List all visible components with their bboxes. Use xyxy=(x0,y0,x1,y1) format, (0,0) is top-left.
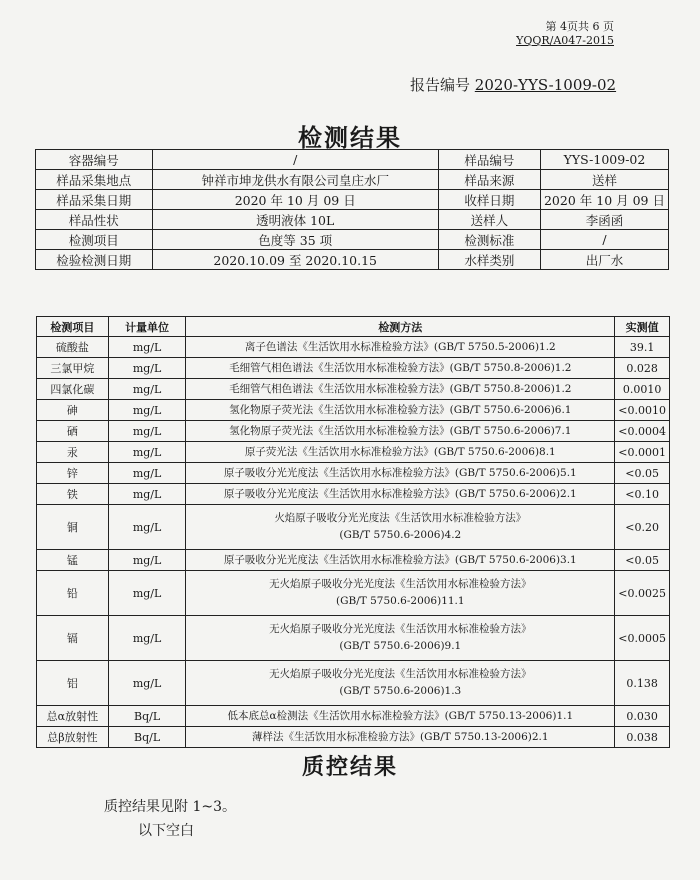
unit-cell: mg/L xyxy=(108,484,186,505)
table-row xyxy=(37,337,670,358)
method-cell: 原子荧光法《生活饮用水标准检验方法》(GB/T 5750.6-2006)8.1 xyxy=(186,442,615,463)
info-label: 检测标准 xyxy=(438,230,540,250)
item-cell: 铁 xyxy=(37,484,109,505)
table-row xyxy=(37,421,670,442)
method-cell: 低本底总α检测法《生活饮用水标准检验方法》(GB/T 5750.13-2006)1.1 xyxy=(186,706,615,727)
unit-cell: mg/L xyxy=(108,616,186,661)
report-number-value: 2020-YYS-1009-02 xyxy=(474,76,617,94)
value-cell: <0.0005 xyxy=(615,616,670,661)
info-label: 样品性状 xyxy=(36,210,153,230)
unit-cell: mg/L xyxy=(108,463,186,484)
info-label: 水样类别 xyxy=(438,250,540,270)
item-cell: 硒 xyxy=(37,421,109,442)
unit-cell: mg/L xyxy=(108,661,186,706)
method-standard: (GB/T 5750.6-2006)4.2 xyxy=(339,529,462,541)
info-label: 送样人 xyxy=(438,210,540,230)
table-row xyxy=(37,400,670,421)
info-label: 样品编号 xyxy=(438,150,540,170)
sample-info-table xyxy=(35,149,669,270)
qc-note: 质控结果见附 1~3。 xyxy=(104,799,236,815)
info-value: 钟祥市坤龙供水有限公司皇庄水厂 xyxy=(152,170,438,190)
table-row xyxy=(37,379,670,400)
unit-cell: mg/L xyxy=(108,571,186,616)
header-value: 实测值 xyxy=(615,317,670,337)
item-cell: 硫酸盐 xyxy=(37,337,109,358)
info-value: 2020 年 10 月 09 日 xyxy=(152,190,438,210)
info-value: 透明液体 10L xyxy=(152,210,438,230)
page-number: 第 4页共 6 页 xyxy=(545,20,614,33)
item-cell: 总α放射性 xyxy=(37,706,109,727)
item-cell: 铜 xyxy=(37,505,109,550)
method-standard: (GB/T 5750.6-2006)9.1 xyxy=(339,640,462,652)
value-cell: <0.0004 xyxy=(615,421,670,442)
unit-cell: Bq/L xyxy=(108,727,186,748)
value-cell: <0.0025 xyxy=(615,571,670,616)
item-cell: 镉 xyxy=(37,616,109,661)
value-cell: 0.028 xyxy=(615,358,670,379)
unit-cell: mg/L xyxy=(108,379,186,400)
info-label: 样品采集日期 xyxy=(36,190,153,210)
method-line: 无火焰原子吸收分光光度法《生活饮用水标准检验方法》 xyxy=(269,623,532,635)
header-item: 检测项目 xyxy=(37,317,109,337)
info-label: 样品采集地点 xyxy=(36,170,153,190)
info-value: / xyxy=(152,150,438,170)
method-cell xyxy=(186,571,615,616)
item-cell: 锰 xyxy=(37,550,109,571)
item-cell: 锌 xyxy=(37,463,109,484)
info-value: 送样 xyxy=(540,170,668,190)
value-cell: 39.1 xyxy=(615,337,670,358)
qc-title: 质控结果 xyxy=(301,754,398,780)
header-unit: 计量单位 xyxy=(108,317,186,337)
info-value: 2020 年 10 月 09 日 xyxy=(540,190,668,210)
report-number xyxy=(410,74,616,95)
sample-info-body xyxy=(36,150,669,270)
method-standard: (GB/T 5750.6-2006)11.1 xyxy=(336,595,465,607)
results-table xyxy=(36,316,670,748)
info-value: YYS-1009-02 xyxy=(540,150,668,170)
unit-cell: Bq/L xyxy=(108,706,186,727)
info-label: 样品来源 xyxy=(438,170,540,190)
table-row xyxy=(37,484,670,505)
value-cell: <0.0010 xyxy=(615,400,670,421)
info-value: 出厂水 xyxy=(540,250,668,270)
info-row xyxy=(36,210,669,230)
item-cell: 铅 xyxy=(37,571,109,616)
method-cell: 原子吸收分光光度法《生活饮用水标准检验方法》(GB/T 5750.6-2006)3.1 xyxy=(186,550,615,571)
table-row xyxy=(37,727,670,748)
method-cell: 离子色谱法《生活饮用水标准检验方法》(GB/T 5750.5-2006)1.2 xyxy=(186,337,615,358)
blank-note: 以下空白 xyxy=(138,823,194,839)
value-cell: 0.030 xyxy=(615,706,670,727)
page-info xyxy=(516,20,614,48)
method-cell: 氢化物原子荧光法《生活饮用水标准检验方法》(GB/T 5750.6-2006)7.1 xyxy=(186,421,615,442)
value-cell: 0.138 xyxy=(615,661,670,706)
info-value: 色度等 35 项 xyxy=(152,230,438,250)
table-row xyxy=(37,463,670,484)
method-cell: 毛细管气相色谱法《生活饮用水标准检验方法》(GB/T 5750.8-2006)1.2 xyxy=(186,358,615,379)
info-value: 李函函 xyxy=(540,210,668,230)
document-code: YQQR/A047-2015 xyxy=(516,34,614,47)
item-cell: 铝 xyxy=(37,661,109,706)
report-number-label: 报告编号 xyxy=(410,76,471,94)
results-header-row xyxy=(37,317,670,337)
table-row xyxy=(37,661,670,706)
unit-cell: mg/L xyxy=(108,400,186,421)
info-row xyxy=(36,190,669,210)
unit-cell: mg/L xyxy=(108,421,186,442)
value-cell: <0.10 xyxy=(615,484,670,505)
item-cell: 四氯化碳 xyxy=(37,379,109,400)
method-cell xyxy=(186,616,615,661)
table-row xyxy=(37,706,670,727)
unit-cell: mg/L xyxy=(108,442,186,463)
info-label: 检验检测日期 xyxy=(36,250,153,270)
method-cell: 毛细管气相色谱法《生活饮用水标准检验方法》(GB/T 5750.8-2006)1.2 xyxy=(186,379,615,400)
info-row xyxy=(36,150,669,170)
item-cell: 砷 xyxy=(37,400,109,421)
method-cell: 原子吸收分光光度法《生活饮用水标准检验方法》(GB/T 5750.6-2006)2.1 xyxy=(186,484,615,505)
method-line: 火焰原子吸收分光光度法《生活饮用水标准检验方法》 xyxy=(274,512,527,524)
results-body xyxy=(37,337,670,748)
table-row xyxy=(37,358,670,379)
value-cell: 0.0010 xyxy=(615,379,670,400)
info-label: 检测项目 xyxy=(36,230,153,250)
unit-cell: mg/L xyxy=(108,550,186,571)
method-cell: 薄样法《生活饮用水标准检验方法》(GB/T 5750.13-2006)2.1 xyxy=(186,727,615,748)
table-row xyxy=(37,442,670,463)
value-cell: 0.038 xyxy=(615,727,670,748)
method-line: 无火焰原子吸收分光光度法《生活饮用水标准检验方法》 xyxy=(269,578,532,590)
method-cell: 原子吸收分光光度法《生活饮用水标准检验方法》(GB/T 5750.6-2006)5.1 xyxy=(186,463,615,484)
method-cell xyxy=(186,505,615,550)
info-row xyxy=(36,250,669,270)
info-value: / xyxy=(540,230,668,250)
info-value: 2020.10.09 至 2020.10.15 xyxy=(152,250,438,270)
method-line: 无火焰原子吸收分光光度法《生活饮用水标准检验方法》 xyxy=(269,668,532,680)
header-method: 检测方法 xyxy=(186,317,615,337)
unit-cell: mg/L xyxy=(108,358,186,379)
info-label: 容器编号 xyxy=(36,150,153,170)
method-standard: (GB/T 5750.6-2006)1.3 xyxy=(339,685,462,697)
item-cell: 三氯甲烷 xyxy=(37,358,109,379)
table-row xyxy=(37,571,670,616)
info-row xyxy=(36,170,669,190)
unit-cell: mg/L xyxy=(108,505,186,550)
value-cell: <0.05 xyxy=(615,463,670,484)
value-cell: <0.0001 xyxy=(615,442,670,463)
info-label: 收样日期 xyxy=(438,190,540,210)
value-cell: <0.05 xyxy=(615,550,670,571)
item-cell: 总β放射性 xyxy=(37,727,109,748)
page-title: 检测结果 xyxy=(298,123,402,152)
item-cell: 汞 xyxy=(37,442,109,463)
method-cell xyxy=(186,661,615,706)
table-row xyxy=(37,550,670,571)
table-row xyxy=(37,505,670,550)
value-cell: <0.20 xyxy=(615,505,670,550)
unit-cell: mg/L xyxy=(108,337,186,358)
info-row xyxy=(36,230,669,250)
method-cell: 氢化物原子荧光法《生活饮用水标准检验方法》(GB/T 5750.6-2006)6.1 xyxy=(186,400,615,421)
table-row xyxy=(37,616,670,661)
